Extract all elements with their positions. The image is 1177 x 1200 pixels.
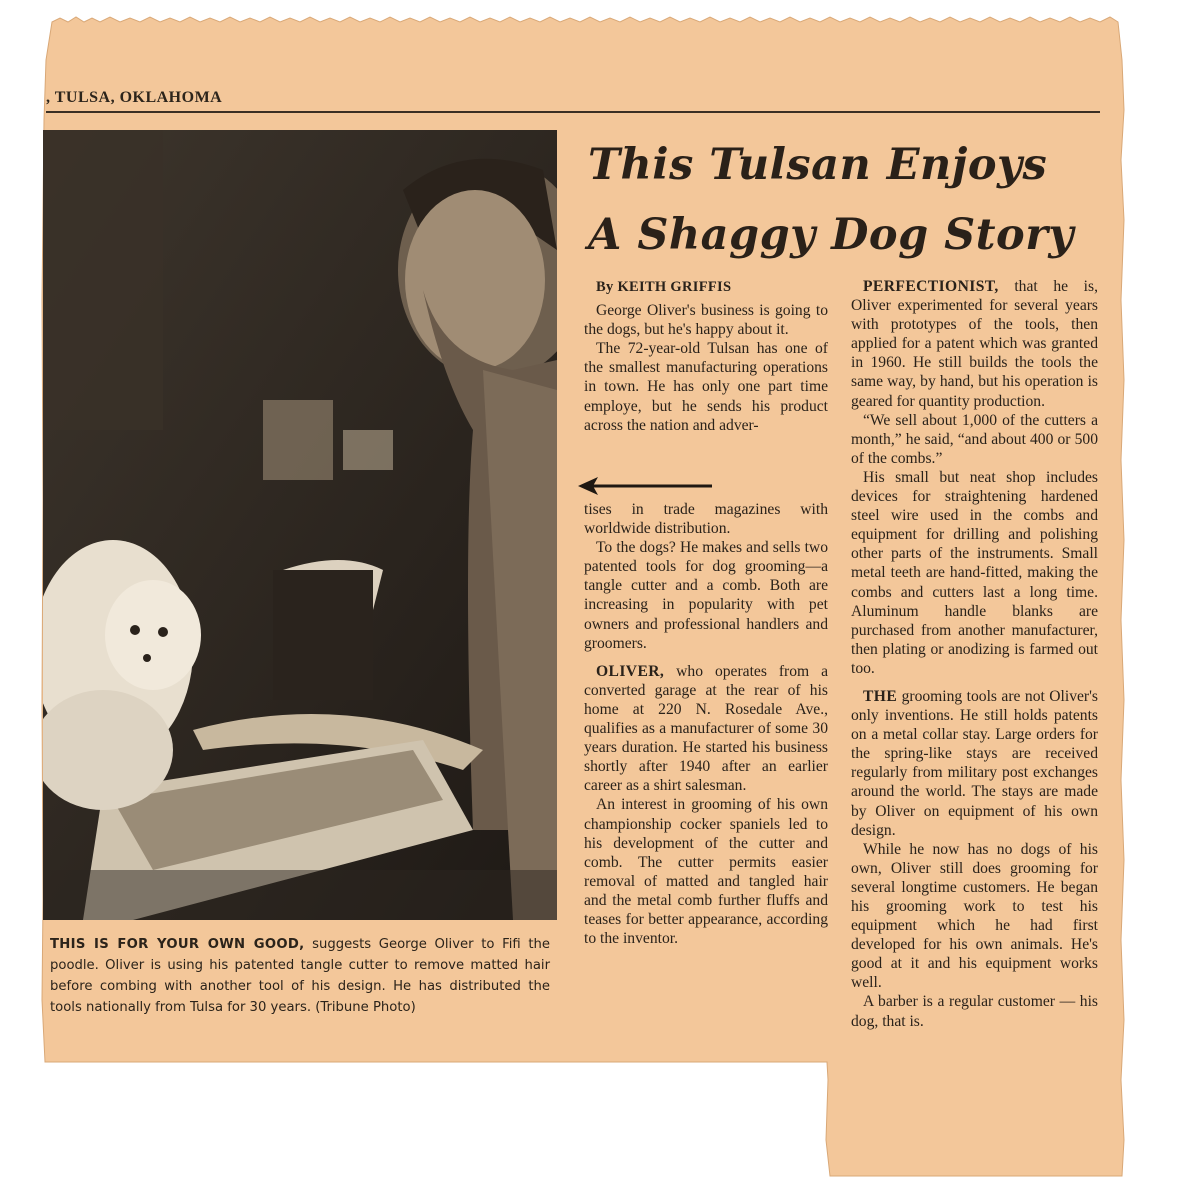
headline — [588, 130, 1098, 270]
paragraph-lead: THE — [863, 687, 898, 705]
headline-line-1: This Tulsan Enjoys — [588, 140, 1048, 190]
paragraph — [851, 277, 1098, 411]
paragraph-lead: OLIVER, — [596, 662, 665, 680]
photo-man-and-poodle — [43, 130, 557, 920]
paragraph: tises in trade magazines with worldwide distribution. — [584, 501, 828, 538]
paragraph: While he now has no dogs of his own, Oliver still does grooming for several longtime customers. He began his grooming work to test his equipment which he had first developed for his own animals. He's good at it and his equipment works well. — [851, 840, 1098, 992]
paragraph — [584, 662, 828, 796]
headline-line-2: A Shaggy Dog Story — [588, 210, 1074, 260]
caption-text: suggests George Oliver to Fifi the poodle. Oliver is using his patented tangle cutter to remove matted hair before combing with another tool of his design. He has distributed the tools nationally from Tulsa for 30 years. (Tribune Photo) — [50, 937, 550, 1015]
paragraph: A barber is a regular customer — his dog, that is. — [851, 993, 1098, 1030]
paragraph: The 72-year-old Tulsan has one of the smallest manufacturing operations in town. He has only one part time employe, but he sends his product across the nation and adver- — [584, 340, 828, 434]
byline: By KEITH GRIFFIS — [596, 279, 732, 295]
paragraph: George Oliver's business is going to the dogs, but he's happy about it. — [584, 302, 828, 339]
paragraph-lead: PERFECTIONIST, — [863, 278, 999, 295]
article-column-b — [584, 500, 828, 948]
paragraph: An interest in grooming of his own championship cocker spaniels led to his development of the cutter and comb. The cutter permits easier removal of matted and tangled hair and the metal comb further fluffs and teases for better appearance, according to the inventor. — [584, 796, 828, 948]
paragraph-body: that he is, Oliver experimented for several years with prototypes of the tools, then applied for a patent which was granted in 1960. He still builds the tools the same way, by hand, but his operation is geared for quantity production. — [851, 278, 1098, 410]
paragraph — [851, 687, 1098, 840]
paragraph: To the dogs? He makes and sells two patented tools for dog grooming—a tangle cutter and a comb. Both are increasing in popularity with pet owners and professional handlers and groomers. — [584, 539, 828, 652]
paragraph-body: who operates from a converted garage at the rear of his home at 220 N. Rosedale Ave., qualifies as a manufacturer of some 30 years duration. He started his business shortly after 1940 after an earlier career as a shirt salesman. — [584, 662, 828, 795]
dateline: , TULSA, OKLAHOMA — [46, 89, 223, 106]
news-photo — [43, 130, 557, 920]
continued-arrow-icon — [576, 475, 716, 497]
article-column-a — [584, 278, 828, 435]
header-rule — [46, 111, 1100, 113]
caption-lead: THIS IS FOR YOUR OWN GOOD, — [50, 937, 305, 952]
photo-caption — [50, 934, 550, 1018]
article-column-c — [851, 277, 1098, 1031]
paragraph: His small but neat shop includes devices for straightening hardened steel wire used in the combs and equipment for drilling and polishing other parts of the instruments. Small metal teeth are hand-fitted, making the combs and cutters last a long time. Aluminum handle blanks are purchased from another manufacturer, then plating or anodizing is farmed out too. — [851, 468, 1098, 677]
paragraph: “We sell about 1,000 of the cutters a month,” he said, “and about 400 or 500 of the combs.” — [851, 411, 1098, 467]
paragraph-body: grooming tools are not Oliver's only inventions. He still holds patents on a metal collar stay. Large orders for the spring-like stays are received regularly from military post exchanges around the world. The stays are made by Oliver on equipment of his own design. — [851, 687, 1098, 839]
